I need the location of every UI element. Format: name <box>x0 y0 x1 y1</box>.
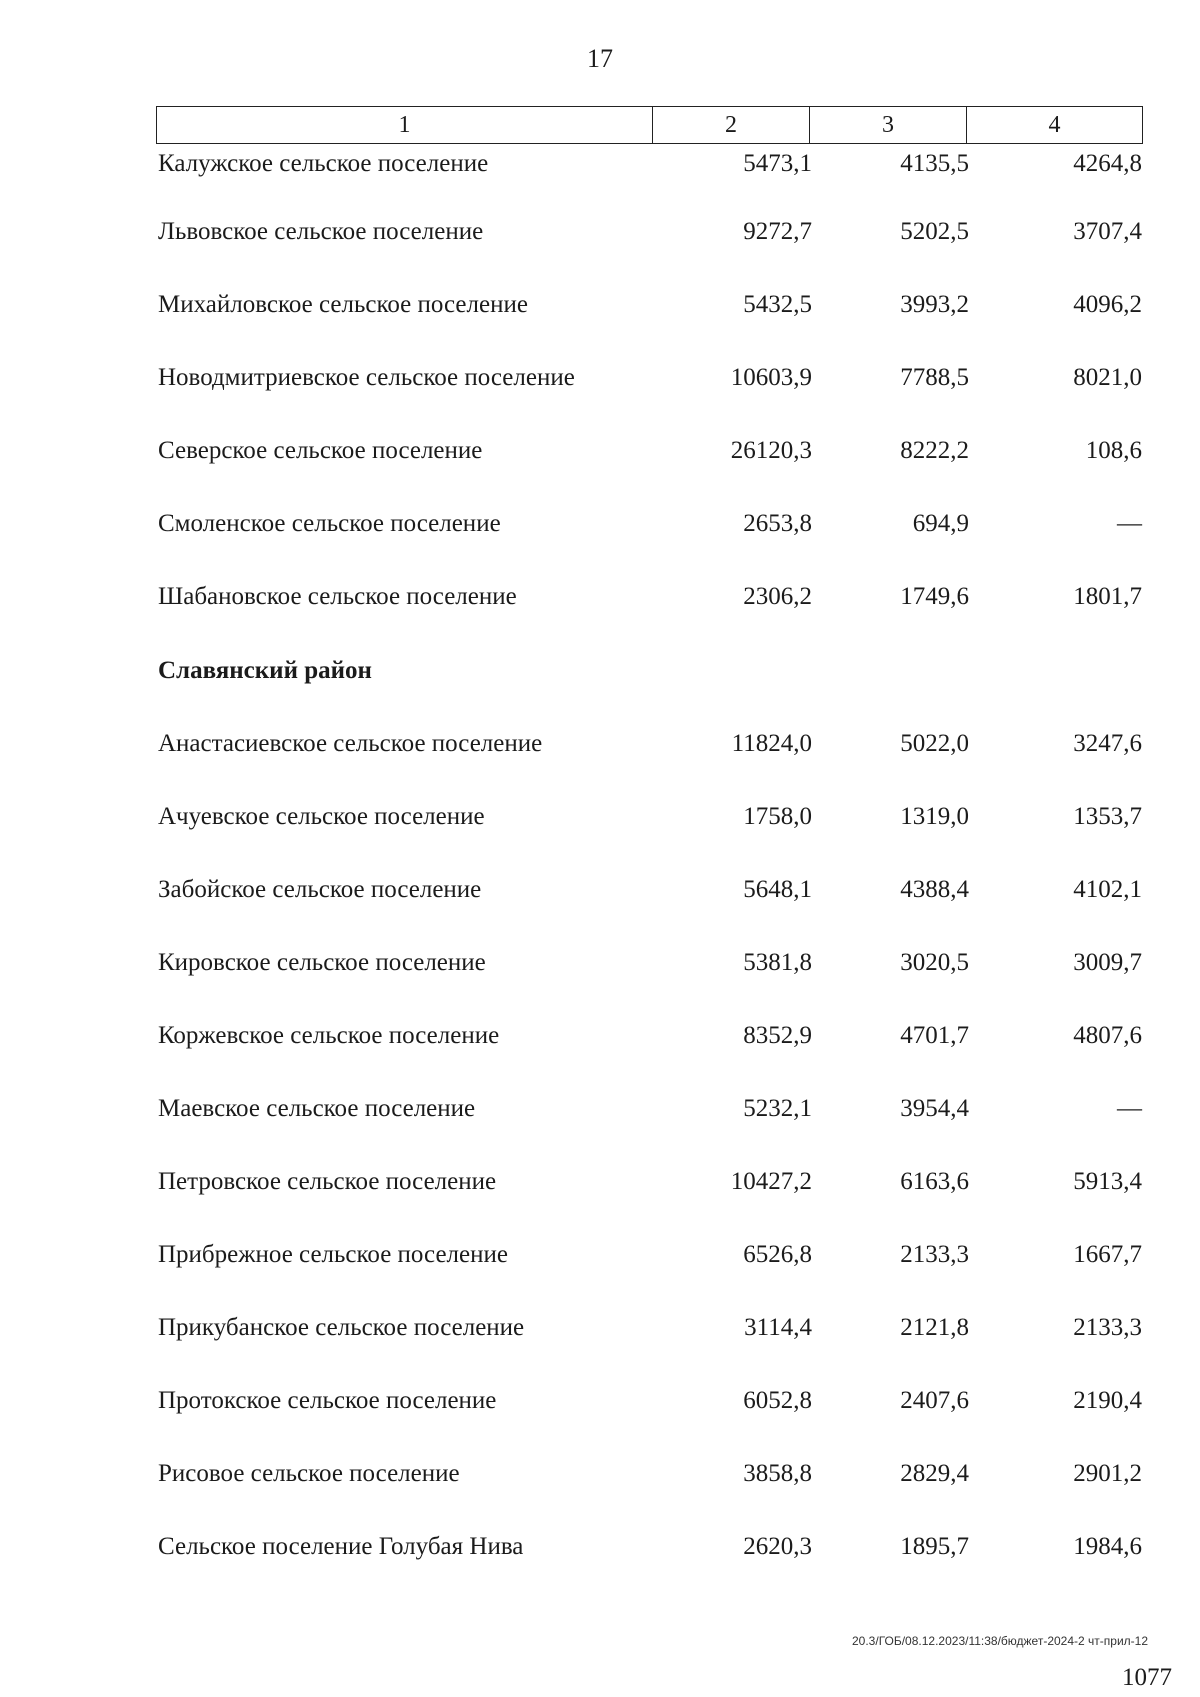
value-col-2: 6052,8 <box>743 1387 812 1414</box>
table-row <box>156 1022 1142 1062</box>
table-row <box>156 150 1142 190</box>
district-heading: Славянский район <box>158 657 372 684</box>
value-col-2: 5432,5 <box>743 291 812 318</box>
page-number: 17 <box>587 44 613 73</box>
value-col-3: 2407,6 <box>900 1387 969 1414</box>
value-col-4: 1353,7 <box>1073 803 1142 830</box>
value-col-2: 8352,9 <box>743 1022 812 1049</box>
table-row <box>156 291 1142 331</box>
value-col-2: 26120,3 <box>730 437 812 464</box>
value-col-3: 7788,5 <box>900 364 969 391</box>
settlement-name: Протокское сельское поселение <box>158 1387 497 1414</box>
value-col-4: 2901,2 <box>1073 1460 1142 1487</box>
value-col-3: 694,9 <box>912 510 969 537</box>
value-col-3: 1895,7 <box>900 1533 969 1560</box>
value-col-2: 2620,3 <box>743 1533 812 1560</box>
table-row <box>156 1241 1142 1281</box>
value-col-3: 3954,4 <box>900 1095 969 1122</box>
settlement-name: Кировское сельское поселение <box>158 949 486 976</box>
column-header-2: 2 <box>653 107 810 144</box>
value-col-4: — <box>1117 1095 1142 1122</box>
column-header-4: 4 <box>967 107 1143 144</box>
table-row <box>156 510 1142 550</box>
value-col-2: 11824,0 <box>731 730 812 757</box>
settlement-name: Прибрежное сельское поселение <box>158 1241 508 1268</box>
value-col-3: 1749,6 <box>900 583 969 610</box>
column-header-row <box>157 107 1143 144</box>
settlement-name: Ачуевское сельское поселение <box>158 803 485 830</box>
settlement-name: Шабановское сельское поселение <box>158 583 517 610</box>
settlement-name: Сельское поселение Голубая Нива <box>158 1533 524 1560</box>
value-col-4: 4264,8 <box>1073 150 1142 177</box>
table-row <box>156 803 1142 843</box>
value-col-2: 5473,1 <box>743 150 812 177</box>
settlement-name: Рисовое сельское поселение <box>158 1460 460 1487</box>
value-col-4: 4096,2 <box>1073 291 1142 318</box>
value-col-2: 6526,8 <box>743 1241 812 1268</box>
value-col-4: 3707,4 <box>1073 218 1142 245</box>
value-col-3: 1319,0 <box>900 803 969 830</box>
value-col-3: 8222,2 <box>900 437 969 464</box>
settlement-name: Калужское сельское поселение <box>158 150 489 177</box>
table-row <box>156 1314 1142 1354</box>
value-col-3: 4388,4 <box>900 876 969 903</box>
value-col-2: 10603,9 <box>730 364 812 391</box>
value-col-4: 1667,7 <box>1073 1241 1142 1268</box>
value-col-3: 3993,2 <box>900 291 969 318</box>
value-col-4: 4807,6 <box>1073 1022 1142 1049</box>
settlement-name: Смоленское сельское поселение <box>158 510 501 537</box>
value-col-2: 1758,0 <box>743 803 812 830</box>
value-col-2: 3114,4 <box>744 1314 812 1341</box>
value-col-4: — <box>1117 510 1142 537</box>
table-row <box>156 876 1142 916</box>
table-row <box>156 1387 1142 1427</box>
value-col-4: 5913,4 <box>1073 1168 1142 1195</box>
document-code: 20.3/ГОБ/08.12.2023/11:38/бюджет-2024-2 чт-прил-12 <box>852 1634 1148 1648</box>
settlement-name: Маевское сельское поселение <box>158 1095 476 1122</box>
table-row <box>156 218 1142 258</box>
settlement-name: Новодмитриевское сельское поселение <box>158 364 575 391</box>
value-col-2: 5381,8 <box>743 949 812 976</box>
value-col-3: 6163,6 <box>900 1168 969 1195</box>
value-col-2: 5232,1 <box>743 1095 812 1122</box>
settlement-name: Коржевское сельское поселение <box>158 1022 500 1049</box>
value-col-4: 2190,4 <box>1073 1387 1142 1414</box>
settlement-name: Северское сельское поселение <box>158 437 483 464</box>
settlement-name: Анастасиевское сельское поселение <box>158 730 543 757</box>
value-col-4: 3009,7 <box>1073 949 1142 976</box>
value-col-4: 8021,0 <box>1073 364 1142 391</box>
table-row <box>156 437 1142 477</box>
table-row <box>156 1168 1142 1208</box>
value-col-3: 4135,5 <box>900 150 969 177</box>
value-col-4: 1801,7 <box>1073 583 1142 610</box>
value-col-3: 2121,8 <box>900 1314 969 1341</box>
table-row <box>156 583 1142 623</box>
value-col-2: 3858,8 <box>743 1460 812 1487</box>
table-row <box>156 1095 1142 1135</box>
value-col-4: 108,6 <box>1085 437 1142 464</box>
value-col-3: 2829,4 <box>900 1460 969 1487</box>
settlement-name: Прикубанское сельское поселение <box>158 1314 525 1341</box>
table-row <box>156 1533 1142 1573</box>
settlement-name: Петровское сельское поселение <box>158 1168 497 1195</box>
table-row <box>156 1460 1142 1500</box>
table-row <box>156 949 1142 989</box>
column-header-3: 3 <box>810 107 967 144</box>
settlement-name: Михайловское сельское поселение <box>158 291 528 318</box>
value-col-2: 5648,1 <box>743 876 812 903</box>
value-col-3: 3020,5 <box>900 949 969 976</box>
value-col-4: 4102,1 <box>1073 876 1142 903</box>
value-col-4: 3247,6 <box>1073 730 1142 757</box>
value-col-2: 9272,7 <box>743 218 812 245</box>
table-row <box>156 730 1142 770</box>
settlement-name: Забойское сельское поселение <box>158 876 482 903</box>
value-col-3: 5022,0 <box>900 730 969 757</box>
value-col-3: 4701,7 <box>900 1022 969 1049</box>
value-col-2: 10427,2 <box>730 1168 812 1195</box>
value-col-2: 2306,2 <box>743 583 812 610</box>
value-col-2: 2653,8 <box>743 510 812 537</box>
value-col-4: 2133,3 <box>1073 1314 1142 1341</box>
settlement-name: Львовское сельское поселение <box>158 218 484 245</box>
sheet-number: 1077 <box>1122 1664 1172 1691</box>
value-col-3: 2133,3 <box>900 1241 969 1268</box>
value-col-3: 5202,5 <box>900 218 969 245</box>
column-header-table <box>156 106 1143 144</box>
table-row <box>156 364 1142 404</box>
column-header-1: 1 <box>157 107 653 144</box>
value-col-4: 1984,6 <box>1073 1533 1142 1560</box>
